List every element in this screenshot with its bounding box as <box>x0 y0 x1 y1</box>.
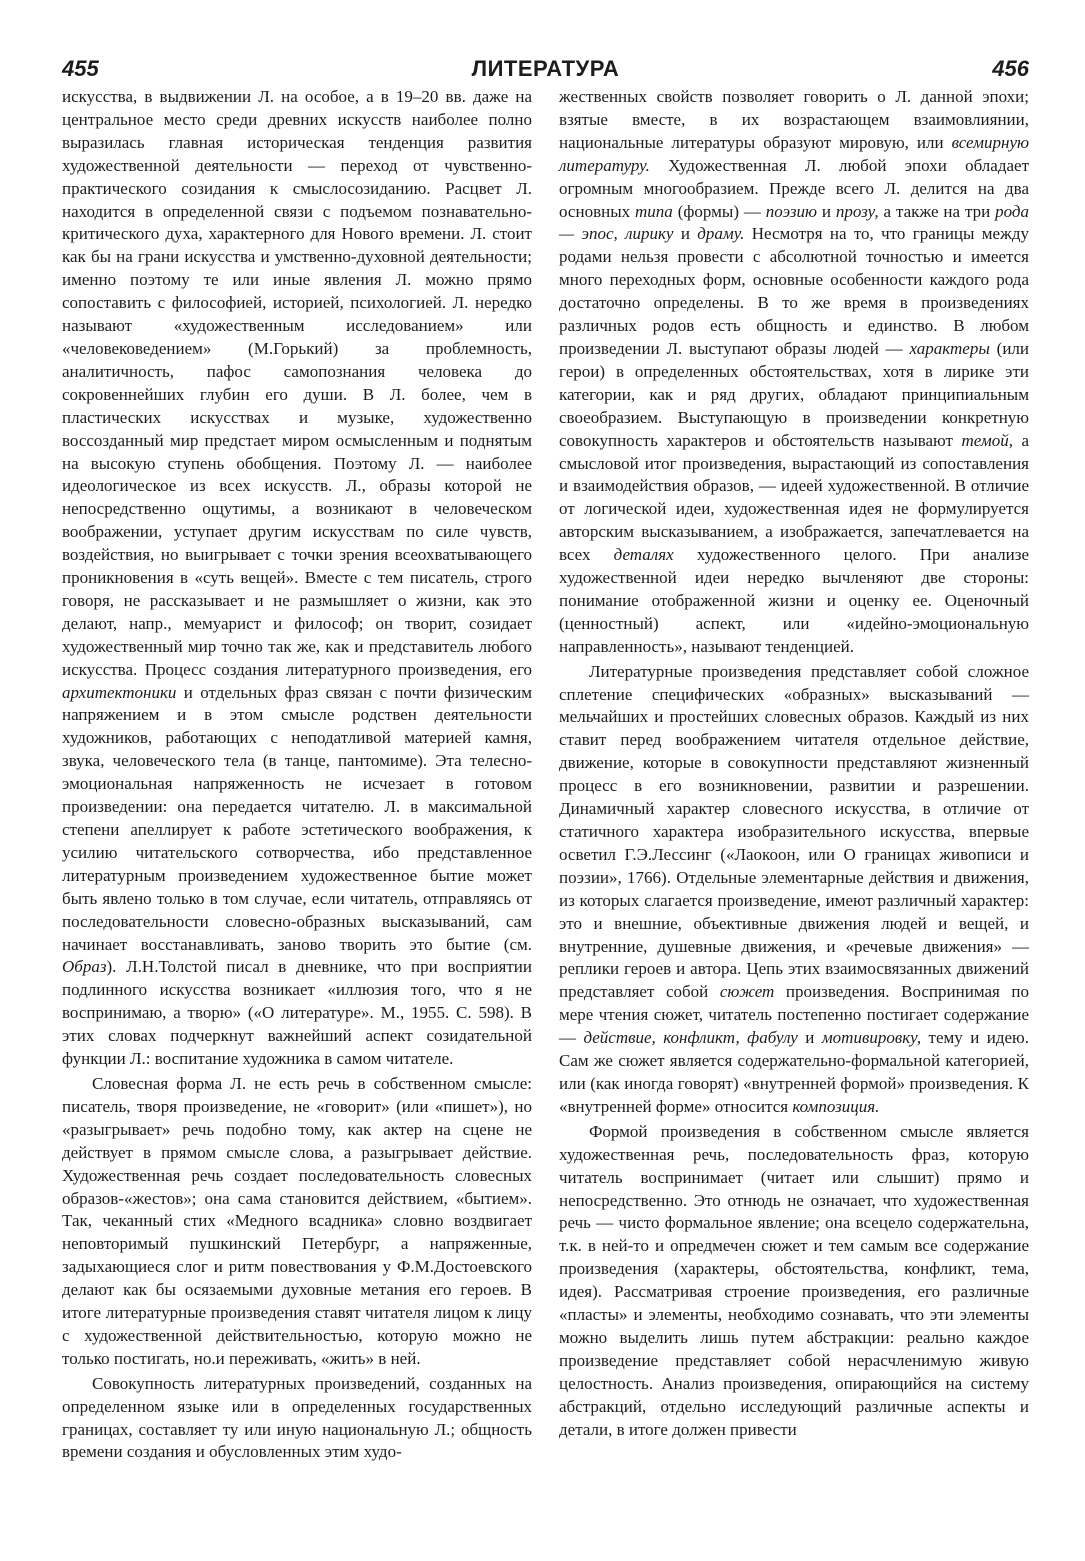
running-header <box>62 56 1029 82</box>
text-run: а смысловой итог произведения, вырастающий из сопоставления и взаимодействия образов, — идеей художественной. В отличие от логической идеи, художественная идея не формулируется авторским высказыванием, а изображается, запечатлевается на всех <box>559 430 1029 565</box>
text-run: и <box>797 1028 822 1048</box>
paragraph: Совокупность литературных произведений, созданных на определенном языке или в определенных государственных границах, составляет ту или иную национальную Л.; общность времени создания и обусловленных этим худо- <box>62 1373 532 1462</box>
italic-term: всемирную литературу. <box>559 132 1029 175</box>
text-run: Художественная Л. любой эпохи обладает огромным многообразием. Прежде всего Л. делится на два основных <box>559 155 1029 221</box>
italic-term: прозу, <box>835 201 879 221</box>
text-run: (или герои) в определенных обстоятельствах, хотя в лирике эти категории, как и ряд других, обладают принципиальным своеобразием. Выступающую в произведении конкретную совокупность характеров и обстоятельств называют <box>559 338 1030 450</box>
running-title: ЛИТЕРАТУРА <box>471 56 620 81</box>
text-run: и отдельных фраз связан с почти физическим напряжением и в этом смысле родствен деятельности художников, работающих с неподатливой материей камня, звука, человеческого тела (в танце, пантомиме). Эта телесно-эмоциональная напряженность не исчезает в готовом произведении: она передается читателю. Л. в максимальной степени апеллирует к работе эстетического воображения, к усилию читательского сотворчества, ибо представленное литературным произведением художественное бытие может быть явлено только в том случае, если читатель, отправляясь от последовательности словесно-образных высказываний, сам начинает восстанавливать, заново творить это бытие (см. <box>62 682 532 954</box>
italic-term: архитектоники <box>62 682 177 702</box>
italic-term: характеры <box>909 338 990 358</box>
italic-term: композиция. <box>792 1096 880 1116</box>
italic-term: темой, <box>961 430 1013 450</box>
text-run: и <box>673 224 698 244</box>
italic-term: рода — эпос, лирику <box>559 201 1029 244</box>
italic-term: мотивировку, <box>821 1028 922 1048</box>
italic-term: поэзию <box>765 201 817 221</box>
text-columns <box>62 86 1029 1464</box>
text-run: и <box>816 201 836 221</box>
italic-term: типа <box>635 201 673 221</box>
text-run: Несмотря на то, что границы между родами нельзя провести с абсолютной точностью и имеется много переходных форм, основные особенности каждого рода достаточно определены. В то же время в произведениях различных родов есть общность и единство. В любом произведении Л. выступают образы людей — <box>559 224 1029 358</box>
text-run: Литературные произведения представляет собой сложное сплетение специфических «образных» высказываний — мельчайших и простейших словесных образов. Каждый из них ставит перед воображением читателя отдельное действие, движение, которые в совокупности представляют жизненный процесс в его возникновении, развитии и разрешении. Динамичный характер словесного искусства, в отличие от статичного характера изобразительного искусства, впервые осветил Г.Э.Лессинг («Лаокоон, или О границах живописи и поэзии», 1766). Отдельные элементарные действия и движения, из которых слагается произведение, имеют различный характер: это и внешние, объективные движения людей и вещей, и внутренние, душевные движения, и «речевые движения» — реплики героев и автора. Цепь этих взаимосвязанных движений представляет собой <box>559 661 1029 1002</box>
paragraph: Формой произведения в собственном смысле является художественная речь, последовательность фраз, которую читатель воспринимает (читает или слышит) прямо и непосредственно. Это отнюдь не означает, что художественная речь — чисто формальное явление; она всецело содержательна, т.к. в ней-то и опредмечен сюжет и тем самым все содержание произведения (характеры, обстоятельства, конфликт, тема, идея). Рассматривая строение произведения, его различные «пласты» и элементы, необходимо сознавать, что эти элементы можно выделить лишь путем абстракции: реально каждое произведение представляет собой нерасчленимую живую целостность. Анализ произведения, опирающийся на систему абстракций, отдельно исследующий различные аспекты и детали, в итоге должен привести <box>559 1121 1029 1439</box>
paragraph <box>559 86 1029 659</box>
italic-term: сюжет <box>719 982 775 1002</box>
text-run: ). Л.Н.Толстой писал в дневнике, что при восприятии подлинного искусства возникает «иллюзия того, что я не воспринимаю, а творю» («О литературе». М., 1955. С. 598). В этих словах подчеркнут важнейший аспект созидательной функции Л.: воспитание художника в самом читателе. <box>62 957 532 1069</box>
text-run: произведения. Воспринимая по мере чтения сюжет, читатель постепенно постигает содержание — <box>559 982 1030 1048</box>
paragraph <box>559 661 1029 1119</box>
page-number-right: 456 <box>992 56 1029 81</box>
text-run: искусства, в выдвижении Л. на особое, а в 19–20 вв. даже на центральное место среди древних искусств наиболее полно выразилась главная историческая тенденция развития художественной деятельности — переход от чувственно-практического созидания к смыслосозиданию. Расцвет Л. находится в определенной связи с подъемом познавательно-критического духа, характерного для Нового времени. Л. стоит как бы на грани искусства и умственно-духовной деятельности; именно поэтому те или иные явления Л. можно прямо сопоставить с философией, историей, психологией. Л. нередко называют «художественным исследованием» или «человековедением» (М.Горький) за проблемность, аналитичность, пафос самопознания человека до сокровеннейших глубин его души. В Л. более, чем в пластических искусствах и музыке, художественно воссозданный мир предстает миром осмысленным и поднятым на высокую ступень обобщения. Поэтому Л. — наиболее идеологическое из всех искусств. Л., образы которой не непосредственно ощутимы, а возникают в человеческом воображении, уступает другим искусствам по силе чувств, воздействия, но выигрывает с точки зрения всеохватывающего проникновения в «суть вещей». Вместе с тем писатель, строго говоря, не рассказывает и не размышляет о жизни, как это делают, напр., мемуарист и философ; он творит, созидает художественный мир точно так же, как и представитель любого искусства. Процесс создания литературного произведения, его <box>62 87 532 679</box>
right-column <box>559 86 1029 1464</box>
paragraph <box>62 86 532 1071</box>
text-run: а также на три <box>878 201 996 221</box>
italic-term: Образ <box>62 957 107 977</box>
page-number-left: 455 <box>62 56 99 81</box>
text-run: художественного целого. При анализе художественной идеи нередко вычленяют две стороны: понимание отображенной жизни и оценку ее. Оценочный (ценностный) аспект, или «идейно-эмоциональную направленность», называют тенденцией. <box>559 545 1029 656</box>
left-column <box>62 86 532 1464</box>
paragraph: Словесная форма Л. не есть речь в собственном смысле: писатель, творя произведение, не «говорит» (или «пишет»), но «разыгрывает» речь подобно тому, как актер на сцене не действует в прямом смысле слова, а разыгрывает действие. Художественная речь создает последовательность словесных образов-«жестов»; она сама становится действием, «бытием». Так, чеканный стих «Медного всадника» словно воздвигает неповторимый пушкинский Петербург, а напряженные, задыхающиеся слог и ритм повествования у Ф.М.Достоевского делают как бы осязаемыми духовные метания его героев. В итоге литературные произведения ставят читателя лицом к лицу с художественной действительностью, которую можно не только постигать, но.и переживать, «жить» в ней. <box>62 1073 532 1368</box>
text-run: тему и идею. Сам же сюжет является содержательно-формальной категорией, или (как иногда говорят) «внутренней формой» произведения. К «внутренней форме» относится <box>559 1028 1029 1116</box>
italic-term: действие, конфликт, фабулу <box>583 1028 798 1048</box>
text-run: жественных свойств позволяет говорить о Л. данной эпохи; взятые вместе, в их возрастающем взаимовлиянии, национальные литературы образуют мировую, или <box>559 87 1029 152</box>
italic-term: драму. <box>697 224 745 244</box>
italic-term: деталях <box>613 545 674 565</box>
text-run: (формы) — <box>672 201 766 221</box>
